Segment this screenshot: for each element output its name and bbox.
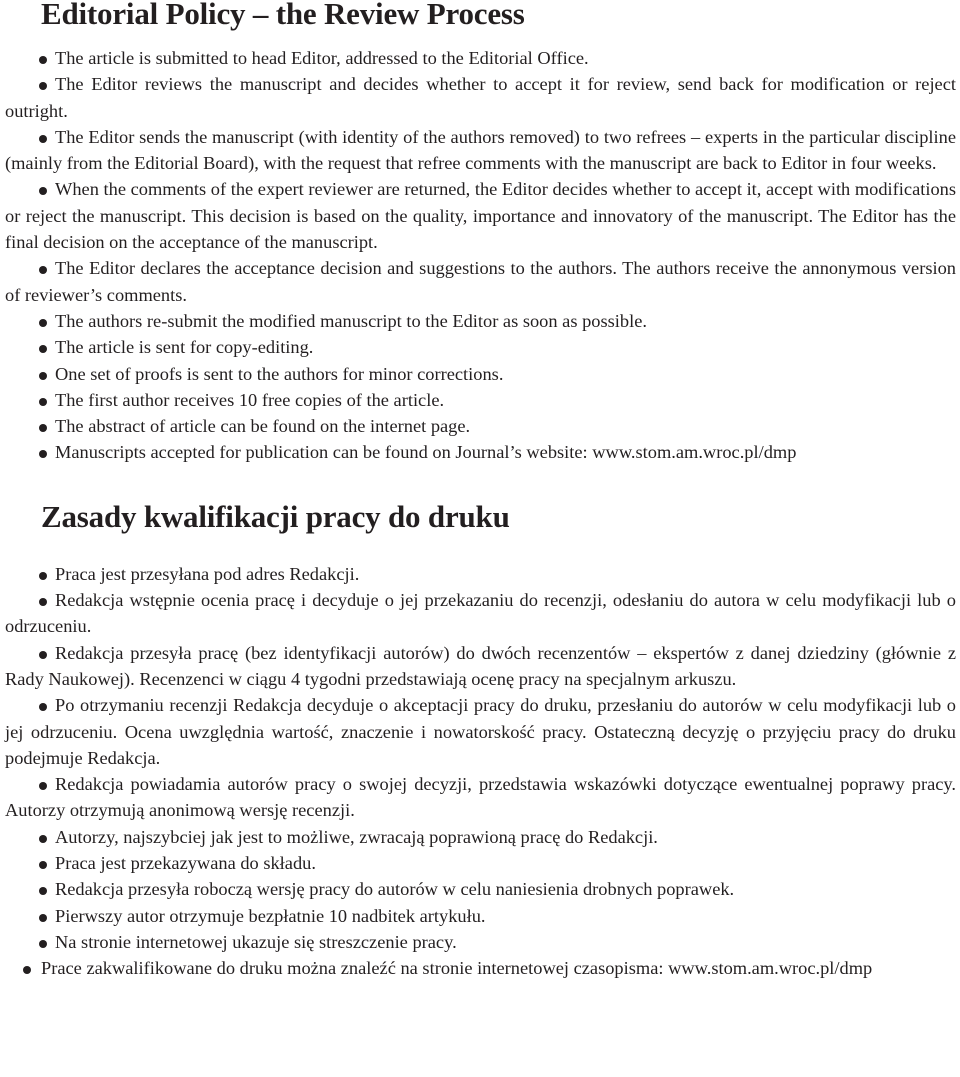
list-item: Redakcja powiadamia autorów pracy o swojej decyzji, przedstawia wskazówki dotyczące ewentualnej poprawy pracy. Autorzy otrzymują anonimową wersję recenzji. [5,774,956,821]
section-title-review-process: Editorial Policy – the Review Process [41,0,525,31]
section-kwalifikacja [5,500,956,982]
list-item: Po otrzymaniu recenzji Redakcja decyduje o akceptacji pracy do druku, przesłaniu do autorów w celu modyfikacji lub o jej odrzuceniu. Ocena uwzględnia wartość, znaczenie i nowatorskość pracy. Ostateczną decyzję o przyjęciu pracy do druku podejmuje Redakcja. [5,695,956,768]
list-item: Redakcja przesyła pracę (bez identyfikacji autorów) do dwóch recenzentów – ekspertów z danej dziedziny (głównie z Rady Naukowej). Recenzenci w ciągu 4 tygodni przedstawiają ocenę pracy na specjalnym arkuszu. [5,642,956,689]
section-title-kwalifikacja: Zasady kwalifikacji pracy do druku [41,498,510,534]
list-item: Na stronie internetowej ukazuje się streszczenie pracy. [55,931,457,952]
list-item: The article is submitted to head Editor, addressed to the Editorial Office. [55,48,589,68]
kwalifikacja-list [5,561,956,982]
list-item: Redakcja przesyła roboczą wersję pracy do autorów w celu naniesienia drobnych poprawek. [55,879,735,900]
list-item: Autorzy, najszybciej jak jest to możliwe, zwracają poprawioną pracę do Redakcji. [55,826,658,847]
list-item: Manuscripts accepted for publication can be found on Journal’s website: www.stom.am.wroc.pl/dmp [55,442,797,463]
list-item: The article is sent for copy-editing. [55,337,314,358]
list-item: The authors re-submit the modified manuscript to the Editor as soon as possible. [55,310,647,331]
list-item: Redakcja wstępnie ocenia pracę i decyduje o jej przekazaniu do recenzji, odesłaniu do autora w celu modyfikacji lub o odrzuceniu. [5,590,956,637]
list-item: The abstract of article can be found on the internet page. [55,416,471,437]
list-item: One set of proofs is sent to the authors for minor corrections. [55,363,504,384]
list-item: The Editor sends the manuscript (with identity of the authors removed) to two refrees – experts in the particular discipline (mainly from the Editorial Board), with the request that refree comments with the manuscript are back to Editor in four weeks. [5,126,956,174]
list-item: Praca jest przesyłana pod adres Redakcji. [55,563,360,584]
list-item: The Editor declares the acceptance decision and suggestions to the authors. The authors receive the annonymous version of reviewer’s comments. [5,258,956,305]
list-item: When the comments of the expert reviewer are returned, the Editor decides whether to accept it, accept with modifications or reject the manuscript. This decision is based on the quality, importance and innovatory of the manuscript. The Editor has the final decision on the acceptance of the manuscript. [5,179,956,253]
list-item: Prace zakwalifikowane do druku można znaleźć na stronie internetowej czasopisma: www.stom.am.wroc.pl/dmp [41,958,873,979]
review-process-list [5,45,956,466]
list-item: The first author receives 10 free copies of the article. [55,389,445,410]
list-item: Praca jest przekazywana do składu. [55,853,316,874]
list-item: The Editor reviews the manuscript and decides whether to accept it for review, send back for modification or reject outright. [5,74,956,121]
section-review-process [5,0,956,466]
list-item: Pierwszy autor otrzymuje bezpłatnie 10 nadbitek artykułu. [55,905,486,926]
